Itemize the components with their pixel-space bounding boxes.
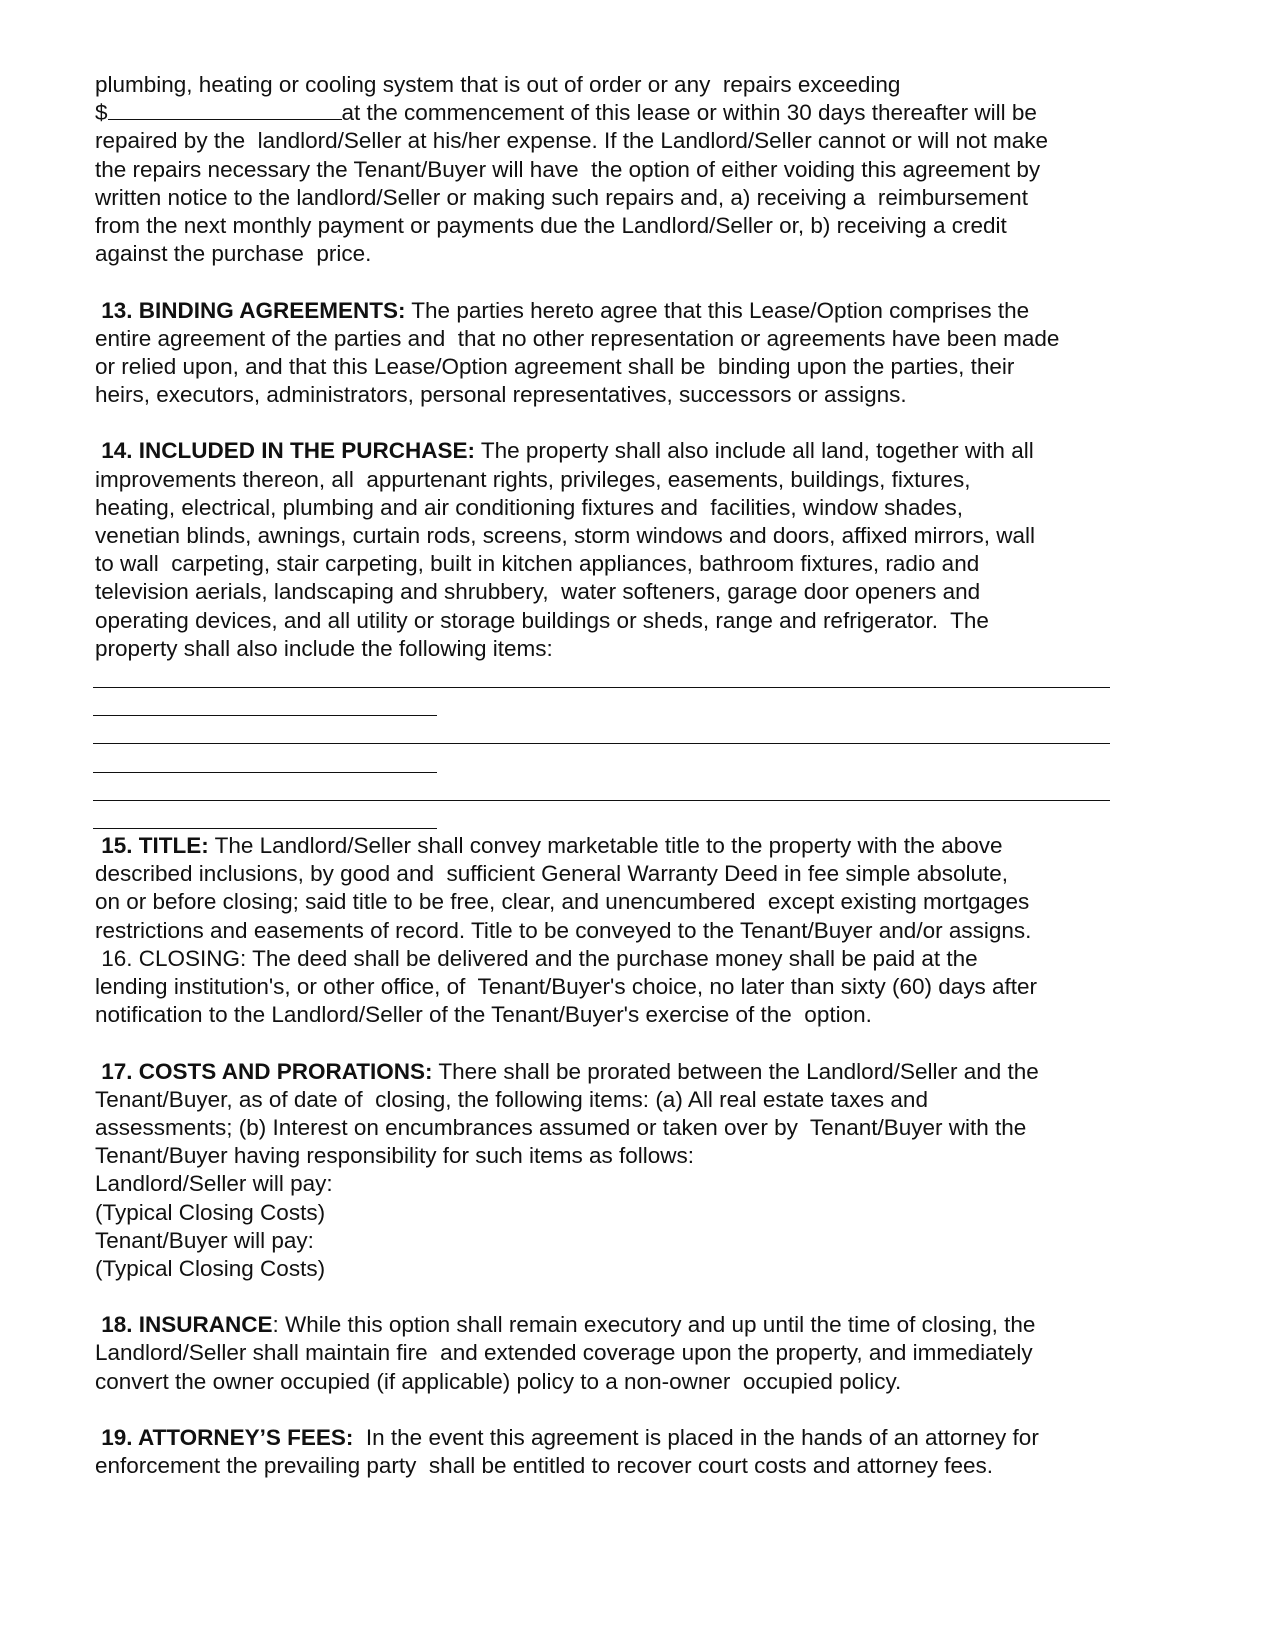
- underline[interactable]: [93, 800, 1110, 801]
- line-text: described inclusions, by good and sufficient General Warranty Deed in fee simple absolute,: [95, 861, 1009, 887]
- line-text: assessments; (b) Interest on encumbrances assumed or taken over by Tenant/Buyer with the: [95, 1114, 1027, 1140]
- line-text: (Typical Closing Costs): [95, 1199, 326, 1225]
- underline[interactable]: [93, 715, 437, 716]
- blank-line: [95, 268, 1125, 296]
- underline[interactable]: [93, 743, 1110, 744]
- line-text: property shall also include the following items:: [95, 635, 553, 661]
- section-heading-line: [95, 1424, 1125, 1452]
- line-text: 16. CLOSING: The deed shall be delivered and the purchase money shall be paid at the: [95, 945, 978, 971]
- text-line: [95, 212, 1125, 240]
- line-text: entire agreement of the parties and that no other representation or agreements have been made: [95, 325, 1060, 351]
- text-line: [95, 127, 1125, 155]
- text-line: [95, 494, 1125, 522]
- line-text: The property shall also include all land, together with all: [475, 438, 1034, 464]
- text-line: [95, 945, 1125, 973]
- text-line: [95, 1170, 1125, 1198]
- section-heading-line: [95, 1311, 1125, 1339]
- line-text: plumbing, heating or cooling system that is out of order or any repairs exceeding: [95, 72, 901, 97]
- section-heading: 14. INCLUDED IN THE PURCHASE:: [95, 438, 476, 464]
- line-text: Tenant/Buyer, as of date of closing, the following items: (a) All real estate taxes and: [95, 1086, 928, 1112]
- underline[interactable]: [93, 828, 437, 829]
- currency-symbol: $: [95, 100, 108, 126]
- line-text: television aerials, landscaping and shrubbery, water softeners, garage door openers and: [95, 579, 981, 605]
- text-line: [95, 888, 1125, 916]
- document-page: [95, 71, 1125, 1480]
- line-text: heating, electrical, plumbing and air conditioning fixtures and facilities, window shades,: [95, 494, 963, 520]
- underline[interactable]: [93, 772, 437, 773]
- line-text: In the event this agreement is placed in the hands of an attorney for: [353, 1425, 1039, 1450]
- line-text: notification to the Landlord/Seller of the Tenant/Buyer's exercise of the option.: [95, 1002, 872, 1028]
- text-line: [95, 1368, 1125, 1396]
- fill-in-line: [95, 748, 1125, 776]
- text-line: [95, 973, 1125, 1001]
- line-text: The parties hereto agree that this Lease/Option comprises the: [405, 297, 1030, 323]
- fill-in-line: [95, 804, 1125, 832]
- text-line: [95, 1227, 1125, 1255]
- section-heading: 15. TITLE:: [95, 833, 209, 859]
- line-text: enforcement the prevailing party shall be entitled to recover court costs and attorney fees.: [95, 1453, 993, 1479]
- text-line: [95, 240, 1125, 268]
- line-text: heirs, executors, administrators, personal representatives, successors or assigns.: [95, 382, 907, 408]
- section-heading-line: [95, 1058, 1125, 1086]
- line-text: Landlord/Seller will pay:: [95, 1171, 333, 1197]
- text-line: [95, 1114, 1125, 1142]
- fill-in-line: [95, 663, 1125, 691]
- section-heading: 17. COSTS AND PRORATIONS:: [95, 1058, 433, 1084]
- text-line: [95, 99, 1125, 127]
- line-text: at the commencement of this lease or within 30 days thereafter will be: [341, 100, 1037, 126]
- blank-line: [95, 409, 1125, 437]
- text-line: [95, 1452, 1125, 1480]
- text-line: [95, 917, 1125, 945]
- underline[interactable]: [93, 687, 1110, 688]
- line-text: Tenant/Buyer will pay:: [95, 1227, 314, 1253]
- line-text: improvements thereon, all appurtenant rights, privileges, easements, buildings, fixtures,: [95, 466, 971, 492]
- line-text: against the purchase price.: [95, 241, 372, 267]
- line-text: repaired by the landlord/Seller at his/her expense. If the Landlord/Seller cannot or will not make: [95, 128, 1049, 154]
- section-heading-line: [95, 437, 1125, 465]
- section-heading: 13. BINDING AGREEMENTS:: [95, 297, 406, 323]
- section-heading: 18. INSURANCE: [95, 1312, 273, 1338]
- text-line: [95, 550, 1125, 578]
- text-line: [95, 860, 1125, 888]
- text-line: [95, 184, 1125, 212]
- line-text: There shall be prorated between the Landlord/Seller and the: [432, 1058, 1039, 1084]
- blank-line: [95, 1283, 1125, 1311]
- text-line: [95, 578, 1125, 606]
- text-line: [95, 325, 1125, 353]
- line-text: to wall carpeting, stair carpeting, built in kitchen appliances, bathroom fixtures, radio and: [95, 551, 980, 577]
- text-line: [95, 156, 1125, 184]
- text-line: [95, 1086, 1125, 1114]
- line-text: Tenant/Buyer having responsibility for such items as follows:: [95, 1143, 695, 1169]
- line-text: The Landlord/Seller shall convey marketable title to the property with the above: [208, 833, 1003, 859]
- section-heading-line: [95, 297, 1125, 325]
- line-text: on or before closing; said title to be free, clear, and unencumbered except existing mortgages: [95, 889, 1030, 915]
- blank-line: [95, 1029, 1125, 1057]
- text-line: [95, 1339, 1125, 1367]
- blank-line: [95, 1396, 1125, 1424]
- repair-amount-field[interactable]: [108, 99, 342, 120]
- line-text: or relied upon, and that this Lease/Option agreement shall be binding upon the parties, their: [95, 353, 1015, 379]
- text-line: [95, 1001, 1125, 1029]
- fill-in-line: [95, 776, 1125, 804]
- text-line: [95, 466, 1125, 494]
- line-text: written notice to the landlord/Seller or making such repairs and, a) receiving a reimbursement: [95, 184, 1028, 210]
- line-text: operating devices, and all utility or storage buildings or sheds, range and refrigerator. The: [95, 607, 989, 633]
- line-text: from the next monthly payment or payments due the Landlord/Seller or, b) receiving a credit: [95, 212, 1007, 238]
- text-line: [95, 1199, 1125, 1227]
- text-line: [95, 635, 1125, 663]
- line-text: lending institution's, or other office, of Tenant/Buyer's choice, no later than sixty (60) days after: [95, 974, 1038, 999]
- line-text: venetian blinds, awnings, curtain rods, screens, storm windows and doors, affixed mirrors, wall: [95, 523, 1036, 548]
- text-line: [95, 381, 1125, 409]
- line-text: the repairs necessary the Tenant/Buyer will have the option of either voiding this agreement by: [95, 156, 1041, 182]
- text-line: [95, 1142, 1125, 1170]
- section-heading-line: [95, 832, 1125, 860]
- line-text: restrictions and easements of record. Title to be conveyed to the Tenant/Buyer and/or assigns.: [95, 917, 1032, 943]
- line-text: (Typical Closing Costs): [95, 1255, 326, 1281]
- text-line: [95, 607, 1125, 635]
- fill-in-line: [95, 719, 1125, 747]
- text-line: [95, 353, 1125, 381]
- text-line: [95, 71, 1125, 99]
- line-text: Landlord/Seller shall maintain fire and extended coverage upon the property, and immediately: [95, 1340, 1033, 1366]
- line-text: : While this option shall remain executory and up until the time of closing, the: [272, 1312, 1036, 1338]
- fill-in-line: [95, 691, 1125, 719]
- text-line: [95, 1255, 1125, 1283]
- line-text: convert the owner occupied (if applicable) policy to a non-owner occupied policy.: [95, 1368, 902, 1394]
- section-heading: 19. ATTORNEY’S FEES:: [95, 1425, 354, 1450]
- text-line: [95, 522, 1125, 550]
